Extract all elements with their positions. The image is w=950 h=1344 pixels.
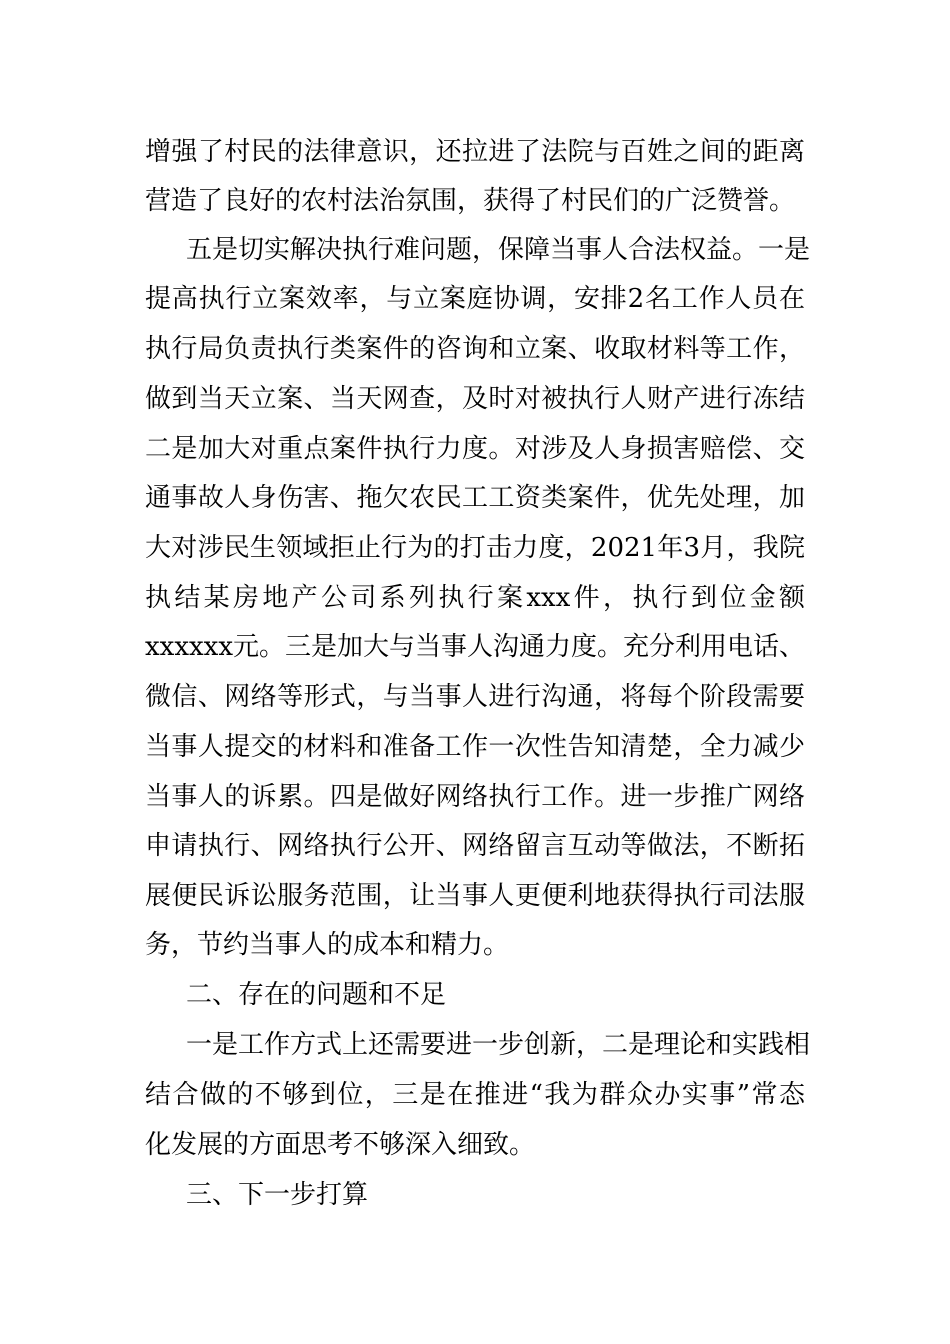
text-line: 执行局负责执行类案件的咨询和立案、收取材料等工作， [145, 334, 805, 364]
text-line: 当事人的诉累。四是做好网络执行工作。进一步推广网络 [145, 782, 805, 812]
text-line: 二是加大对重点案件执行力度。对涉及人身损害赔偿、交 [145, 434, 805, 464]
text-line: 申请执行、网络执行公开、网络留言互动等做法，不断拓 [145, 831, 805, 861]
paragraph-start-line: 五是切实解决执行难问题，保障当事人合法权益。一是 [186, 235, 811, 265]
paragraph-start-line: 一是工作方式上还需要进一步创新，二是理论和实践相 [186, 1030, 811, 1060]
text-line: 微信、网络等形式，与当事人进行沟通，将每个阶段需要 [145, 682, 805, 712]
text-line: 务，节约当事人的成本和精力。 [145, 930, 510, 960]
section-heading: 三、下一步打算 [186, 1180, 369, 1210]
section-heading: 二、存在的问题和不足 [186, 980, 447, 1010]
text-line: 化发展的方面思考不够深入细致。 [145, 1130, 536, 1160]
text-line: 当事人提交的材料和准备工作一次性告知清楚，全力减少 [145, 732, 805, 762]
text-line: xxxxxx元。三是加大与当事人沟通力度。充分利用电话、 [145, 632, 805, 662]
text-line: 提高执行立案效率，与立案庭协调，安排2名工作人员在 [145, 284, 805, 314]
text-line: 结合做的不够到位，三是在推进“我为群众办实事”常态 [145, 1080, 805, 1110]
text-line: 通事故人身伤害、拖欠农民工工资类案件，优先处理，加 [145, 483, 805, 513]
text-line: 执结某房地产公司系列执行案xxx件，执行到位金额 [145, 583, 805, 613]
text-line: 展便民诉讼服务范围，让当事人更便利地获得执行司法服 [145, 881, 805, 911]
text-line: 做到当天立案、当天网查，及时对被执行人财产进行冻结 [145, 384, 805, 414]
text-line: 大对涉民生领域拒止行为的打击力度，2021年3月，我院 [145, 533, 805, 563]
text-line: 增强了村民的法律意识，还拉进了法院与百姓之间的距离 [145, 137, 805, 167]
text-line: 营造了良好的农村法治氛围，获得了村民们的广泛赞誉。 [145, 186, 796, 216]
